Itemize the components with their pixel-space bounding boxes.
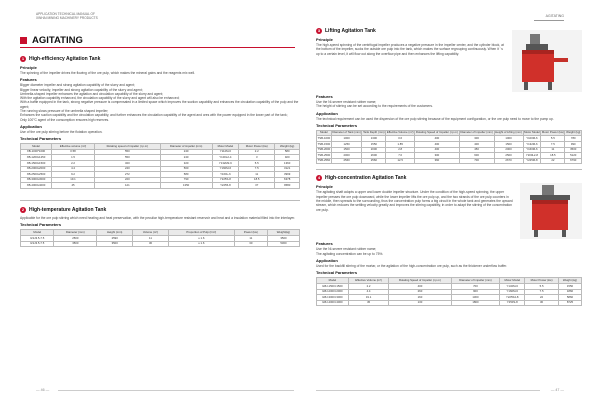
- table-cell: XB-3000x3000: [21, 177, 52, 183]
- feature-item: The running slows pressure of the umbrella shaped impeller;: [20, 109, 109, 114]
- feature-item: Only 100°C agent of the consumption ensures high reserves.: [20, 117, 110, 122]
- table-cell: 240: [160, 155, 212, 161]
- table-cell: 272: [95, 172, 161, 178]
- table-cell: 4.4: [348, 289, 389, 295]
- section-title: AGITATING: [32, 35, 83, 46]
- table-cell: 30: [234, 241, 267, 247]
- table-header-cell: Motor Power (kw): [541, 130, 564, 135]
- params-heading: Technical Parameters: [20, 136, 62, 142]
- table-cell: 7.5: [541, 142, 565, 148]
- table-cell: Y160M-6: [212, 166, 239, 172]
- table-header-cell: Height of Lifting (mm): [495, 130, 522, 135]
- principle-heading: Principle: [316, 184, 333, 190]
- table-header-cell: Rotating Speed of Impeller (r.p.m): [415, 130, 458, 135]
- table-cell: GBJ-4000×4000: [317, 300, 349, 306]
- table-cell: 4.4: [52, 166, 95, 172]
- left-column: [20, 56, 300, 247]
- table-cell: Y100L2-4: [212, 155, 239, 161]
- table-header-cell: Diameter of impeller (mm): [160, 144, 212, 150]
- table-cell: 19.1: [52, 177, 95, 183]
- table-cell: 550: [95, 149, 161, 155]
- table-header-cell: Model: [21, 230, 54, 236]
- table-cell: 2.2: [52, 161, 95, 167]
- header-rule: [534, 20, 564, 21]
- table-header-cell: Weight (kg): [558, 278, 581, 284]
- table-cell: 2.2: [348, 283, 389, 289]
- table-cell: 3500: [97, 241, 133, 247]
- application-heading: Application: [316, 110, 338, 116]
- table-cell: 7.5: [525, 289, 559, 295]
- table-cell: TSB-2500: [317, 152, 331, 157]
- table-header-cell: Weight (kg): [566, 130, 581, 135]
- table-row: [21, 241, 300, 247]
- section-square-icon: [20, 37, 27, 44]
- table-header-cell: Diameter (mm): [54, 230, 97, 236]
- table-cell: 3999: [275, 172, 300, 178]
- table-cell: 22: [541, 158, 565, 164]
- table-cell: Y250S-8: [500, 300, 525, 306]
- table-cell: 360: [415, 158, 459, 164]
- table-cell: 400: [415, 142, 459, 148]
- table-cell: 2670: [494, 158, 523, 164]
- table-cell: 2.2: [239, 149, 275, 155]
- table-cell: 320: [95, 161, 161, 167]
- table-cell: 600: [459, 153, 494, 159]
- table-cell: 700: [459, 158, 494, 164]
- table-header-cell: Volume (m³): [133, 230, 169, 236]
- number-circle-icon: 4: [317, 175, 321, 181]
- table-cell: 1250: [331, 142, 362, 148]
- table-cell: Y132M-6: [500, 283, 525, 289]
- application-text: Used for the backfill stirring of the mortar, or the agitation of the high-concentration ore pulp, such as the thickener underflow buffer.: [316, 264, 508, 269]
- section-banner: [20, 36, 295, 48]
- table-cell: 900: [451, 289, 500, 295]
- features-list: [20, 83, 300, 122]
- table-cell: 9.2: [52, 172, 95, 178]
- feature-item: With a baffle equipped in the tank, strong negative pressure is compensated in a limited space which improves the suction capability and enhances the circulation capability of the pulp and the agent;: [20, 100, 299, 109]
- table-cell: 400: [415, 136, 459, 142]
- tank-illustration-icon: [512, 30, 582, 92]
- table-cell: 0.58: [52, 149, 95, 155]
- table-header-cell: Diameter of Impeller (mm): [451, 278, 500, 284]
- table-cell: 5.5: [541, 136, 565, 142]
- lifting-title: 3 Lifting Agitation Tank: [317, 28, 376, 34]
- footer-rule: [316, 390, 540, 391]
- table-cell: 1000: [494, 136, 523, 142]
- table-row: [21, 183, 300, 189]
- table-cell: 3121: [275, 166, 300, 172]
- feature-item: Bigger diameter impeller and strong agitation capability of the slurry and agent;: [20, 83, 135, 88]
- table-cell: 2500: [54, 235, 97, 241]
- number-circle-icon: 3: [317, 28, 321, 33]
- table-cell: Y225M-8: [523, 158, 541, 164]
- table-cell: GBJ-3000×3000: [317, 295, 349, 301]
- table-cell: GSJ3.5-7.5: [21, 235, 54, 241]
- table-cell: Y2255-8: [212, 183, 239, 189]
- table-cell: 1300: [362, 136, 386, 142]
- table-cell: 920: [275, 155, 300, 161]
- table-cell: 45: [348, 300, 389, 306]
- table-cell: 18.5: [541, 153, 565, 159]
- application-text: Use of the ore pulp stirring before the flotation operation.: [20, 129, 103, 134]
- table-header-cell: Rotating Speed of Impeller (r.p.m): [389, 278, 451, 284]
- table-header-cell: Tank Depth (mm): [363, 130, 385, 135]
- table-cell: 121: [95, 183, 161, 189]
- header-manual-title: APPLICATION TECHNICAL MANUAL OF XINHAI MINING MACHINERY PRODUCTS: [36, 12, 98, 20]
- table-header-cell: Height (mm): [97, 230, 133, 236]
- table-cell: 11: [239, 172, 275, 178]
- table-cell: 5.5: [525, 283, 559, 289]
- features-heading: Features: [316, 94, 333, 99]
- table-cell: 990: [565, 142, 582, 148]
- table-cell: 1360: [275, 161, 300, 167]
- table-cell: 400: [415, 147, 459, 153]
- feature-item: Bigger linear velocity, impeller and strong agitation capability of the slurry and agent;: [20, 87, 143, 92]
- high-conc-title: 4 High-concentration Agitation Tank: [317, 175, 407, 182]
- table-header-cell: Weight(kg): [267, 230, 299, 236]
- table-cell: 6378: [275, 177, 300, 183]
- divider: [316, 164, 582, 170]
- table-cell: TSB-2560: [317, 158, 331, 163]
- table-cell: 2500: [494, 153, 523, 159]
- features-text: Use the Ni-severe resistant rubber name; The height of stirring can be set according to the requirements of the customers.: [316, 100, 433, 109]
- table-cell: 130: [389, 300, 451, 306]
- table-cell: 260: [389, 289, 451, 295]
- table-cell: Y132M2-6: [212, 161, 239, 167]
- table-cell: 1.85: [386, 142, 415, 148]
- page-number-left: — 46 —: [36, 388, 50, 392]
- table-cell: 790: [160, 177, 212, 183]
- table-header-cell: Diameter of Impeller (mm): [460, 130, 493, 135]
- table-cell: XB-1200x1250: [21, 155, 52, 161]
- table-row: [317, 300, 582, 306]
- table-cell: 400: [389, 283, 451, 289]
- principle-heading: Principle: [20, 65, 37, 70]
- table-cell: ≤ 1.6: [168, 241, 234, 247]
- table-cell: 5.5: [239, 161, 275, 167]
- table-header-cell: Motor Power (kw): [525, 278, 559, 284]
- table-header-cell: Motor Power (kw): [239, 144, 275, 150]
- table-cell: 30: [525, 300, 559, 306]
- table-cell: TSB-1000: [317, 136, 331, 141]
- table-header-cell: Weight (kg): [275, 144, 300, 150]
- table-cell: 240: [160, 149, 212, 155]
- features-text: Use the Ni-severe resistant rubber name; The agitating concentration can be up to 75%.: [316, 247, 384, 256]
- table-header-cell: Motor Model: [500, 278, 525, 284]
- table-cell: ≤ 1.6: [168, 235, 234, 241]
- principle-heading: Principle: [316, 37, 333, 42]
- table-cell: 2000: [331, 153, 362, 159]
- table-cell: Y225S4-8: [500, 295, 525, 301]
- table-cell: 1.5: [52, 155, 95, 161]
- high-efficiency-table: [20, 143, 300, 189]
- table-header-cell: Model: [317, 130, 332, 136]
- table-cell: 30: [133, 241, 169, 247]
- table-cell: 700: [451, 283, 500, 289]
- table-cell: Y100M-6: [523, 136, 541, 142]
- table-cell: GBJ-1500×1500: [317, 283, 349, 289]
- table-cell: 7.5: [239, 166, 275, 172]
- table-cell: 780: [565, 136, 582, 142]
- table-cell: 400: [459, 142, 494, 148]
- divider: [20, 189, 300, 201]
- high-temp-title: 2 High-temperature Agitation Tank: [21, 207, 107, 214]
- table-cell: Y132M-6: [523, 142, 541, 148]
- feature-item: Enhances the suction capability and the circulation capability, and further enhances the circulation capability of the agent and ores with the power equipped in the lower part of the tank;: [20, 113, 288, 118]
- tank-illustration-icon: [520, 183, 582, 239]
- table-cell: 3: [239, 155, 275, 161]
- lifting-tank-photo: [512, 30, 582, 92]
- table-cell: 1350: [160, 183, 212, 189]
- features-heading: Features: [20, 77, 37, 83]
- table-cell: 2600: [362, 153, 386, 159]
- high-conc-tank-photo: [520, 183, 582, 239]
- table-cell: 7.0: [386, 153, 415, 159]
- table-cell: 1000: [331, 136, 362, 142]
- table-cell: 37: [239, 183, 275, 189]
- application-heading: Application: [316, 258, 338, 264]
- table-cell: XB-1000*1000: [21, 149, 52, 155]
- params-heading: Technical Parameters: [20, 222, 62, 228]
- table-header-cell: Motor Model: [212, 144, 239, 150]
- table-cell: 22: [525, 295, 559, 301]
- table-cell: 320: [160, 161, 212, 167]
- table-cell: XB-1500x1500: [21, 161, 52, 167]
- table-cell: Y160L-6: [212, 172, 239, 178]
- table-cell: 11: [133, 235, 169, 241]
- table-cell: 1500: [331, 147, 362, 153]
- table-header-cell: Motor Model: [524, 130, 540, 135]
- table-header-cell: Proportion of Pulp (t/m³): [168, 230, 234, 236]
- table-cell: 300: [415, 153, 459, 159]
- table-cell: 3500: [267, 235, 299, 241]
- table-cell: Y160M-6: [523, 147, 541, 153]
- table-cell: Y225S-8: [212, 177, 239, 183]
- high-temp-table: [20, 229, 300, 247]
- principle-text: The agitating shaft adopts a upper and lower double impeller structure. Under the condition of the high-speed spinning, the upper impeller presses the ore pulp downward, while the lower impeller lifts the ore pulp up, and the two strands of the ore pulp counters in the middle, then spreads to the surrounding, thus the concentration pulp forms a big circuit in the whole tank and generates the upward stream, which reduces the settling velocity greatly and improves the stirring capability, in order to adapt the stirring of the concentration ore pulp.: [316, 190, 513, 212]
- table-cell: 450: [459, 147, 494, 153]
- number-circle-icon: 1: [21, 56, 25, 61]
- features-heading: Features: [316, 241, 333, 247]
- table-cell: Y160M-6: [500, 289, 525, 295]
- high-temp-intro: Applicable for the ore pulp stirring which need heating and heat preservation, with the peculiar high-temperature resistant reservoir and heat and a insulation material filled into the interlayer.: [20, 216, 296, 221]
- table-header-cell: Effective Volume (m³): [348, 278, 389, 284]
- table-cell: 1550: [558, 283, 581, 289]
- table-cell: 580: [275, 149, 300, 155]
- high-conc-table: [316, 277, 582, 306]
- table-header-cell: Effective volume (m³): [52, 144, 95, 150]
- table-cell: 3500: [565, 147, 582, 153]
- feature-item: With the agitation capability enhanced, the circulation capability of the slurry and agent will also be enhanced;: [20, 96, 180, 101]
- number-circle-icon: 2: [21, 207, 25, 213]
- table-row: [317, 158, 582, 164]
- table-cell: 6790: [565, 158, 582, 164]
- table-cell: 5120: [565, 153, 582, 159]
- high-efficiency-title: 1 High-efficiency Agitation Tank: [21, 56, 101, 62]
- table-header-cell: Power (kw): [234, 230, 267, 236]
- table-cell: 2560: [331, 158, 362, 164]
- table-cell: 45: [52, 183, 95, 189]
- table-cell: 2590: [97, 235, 133, 241]
- table-header-cell: Rotating speed of impeller (r.p.m): [95, 144, 161, 150]
- table-cell: 160: [389, 295, 451, 301]
- table-cell: XB-4000x4000: [21, 183, 52, 189]
- params-heading: Technical Parameters: [316, 122, 358, 128]
- table-cell: XB-2000x2000: [21, 166, 52, 172]
- table-cell: 550: [95, 155, 161, 161]
- table-header-cell: Model: [317, 278, 349, 284]
- table-cell: 560: [160, 166, 212, 172]
- table-cell: 240: [95, 166, 161, 172]
- table-cell: XB-2500x2500: [21, 172, 52, 178]
- table-cell: 1500: [494, 142, 523, 148]
- params-heading: Technical Parameters: [316, 270, 358, 276]
- table-cell: Y112M-6: [212, 149, 239, 155]
- table-cell: 5300: [267, 241, 299, 247]
- principle-text: The high-speed spinning of the centrifugal impeller produces a negative pressure in the impeller center, and the cylinder block, at the bottom of the impeller, sucks the outside ore pulp into the tank, which makes the surface regrouping continuously. When it ' s up to a certain level, it will flow out along the overflow pipe and then enhances the lifting capability.: [316, 43, 504, 56]
- right-column: [316, 28, 582, 306]
- table-cell: 12.5: [386, 158, 415, 164]
- table-cell: 2560: [362, 158, 386, 164]
- table-cell: TSB-1500: [317, 141, 331, 146]
- table-cell: 2000: [362, 147, 386, 153]
- table-cell: 2.8: [386, 147, 415, 153]
- table-header-cell: Model: [21, 144, 52, 150]
- page-number-right: — 47 —: [550, 388, 564, 392]
- table-cell: GBJ-2000×2000: [317, 289, 349, 295]
- table-cell: GSJ3.5-7.5: [21, 241, 54, 247]
- principle-text: The spinning of the impeller drives the flowing of the ore pulp, which makes the mineral gains and the reagents mix well.: [20, 71, 196, 75]
- feature-item: Umbrella-shaped impeller enhances the agitation and circulation capability of the slurry and agent;: [20, 91, 164, 96]
- table-cell: 18.5: [239, 177, 275, 183]
- table-cell: 580: [160, 172, 212, 178]
- table-cell: 11: [541, 147, 565, 153]
- table-cell: 220: [95, 177, 161, 183]
- table-cell: 1860: [558, 289, 581, 295]
- table-cell: 19.1: [348, 295, 389, 301]
- header-section-label: AGITATING: [545, 14, 564, 18]
- table-cell: 0.6: [386, 136, 415, 142]
- application-heading: Application: [20, 123, 42, 129]
- table-cell: 3500: [54, 241, 97, 247]
- table-cell: 9580: [275, 183, 300, 189]
- table-cell: 5860: [558, 295, 581, 301]
- table-header-cell: Effective Volume (m³): [386, 130, 414, 135]
- footer-rule: [58, 390, 294, 391]
- table-cell: 11: [234, 235, 267, 241]
- table-header-cell: Diameter of Tank (mm): [332, 130, 361, 135]
- table-cell: 1860: [451, 300, 500, 306]
- table-cell: 300: [459, 136, 494, 142]
- lifting-table: [316, 130, 582, 165]
- application-text: The technical requirement can be used the dispersion of the ore pulp stirring because of the equipment configuration, or the ore pulp need to move to the pump up.: [316, 116, 554, 121]
- table-cell: Y200L2-8: [523, 153, 541, 159]
- table-cell: 1300: [451, 295, 500, 301]
- table-cell: 2000: [494, 147, 523, 153]
- table-cell: TSB-2000: [317, 147, 331, 152]
- table-cell: 1550: [362, 142, 386, 148]
- table-cell: 8725: [558, 300, 581, 306]
